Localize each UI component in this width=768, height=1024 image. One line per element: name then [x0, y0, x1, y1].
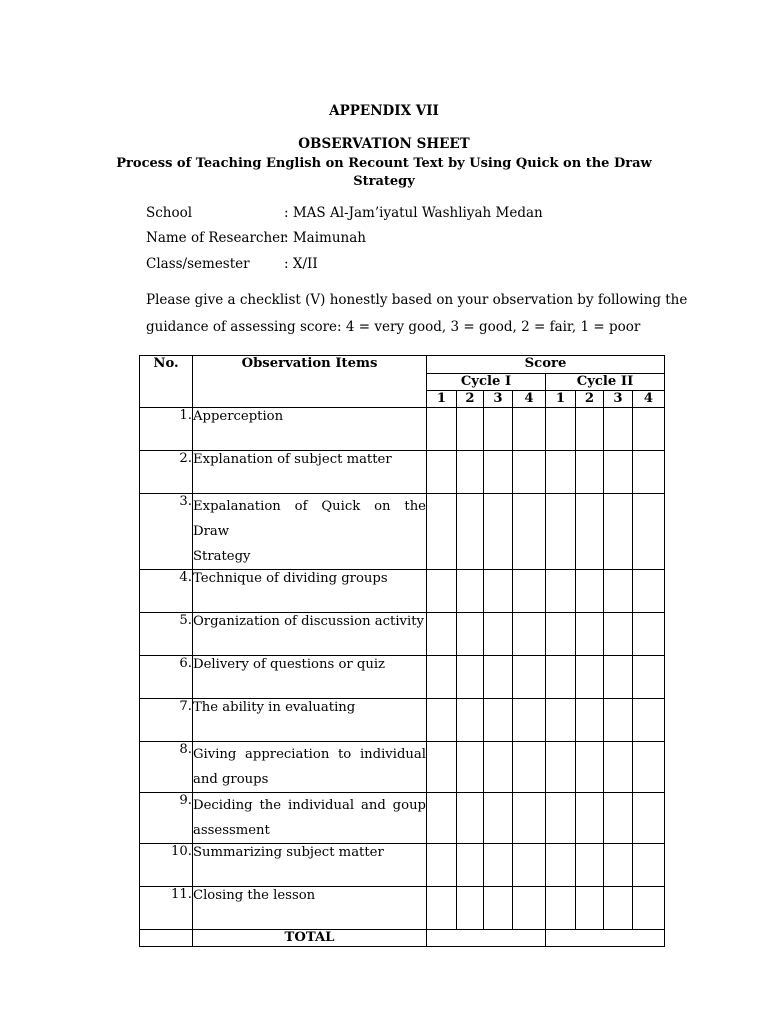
score-cell[interactable]: [457, 613, 484, 656]
header-cycle-2: Cycle II: [546, 374, 665, 391]
observation-item-line: Explanation of subject matter: [193, 452, 392, 467]
score-cell[interactable]: [576, 570, 604, 613]
score-cell[interactable]: [633, 844, 665, 887]
score-cell[interactable]: [427, 451, 457, 494]
score-cell[interactable]: [604, 613, 633, 656]
header-observation-items: Observation Items: [193, 356, 427, 408]
score-cell[interactable]: [633, 408, 665, 451]
header-no: No.: [140, 356, 193, 408]
info-school-value: : MAS Al-Jam’iyatul Washliyah Medan: [284, 205, 543, 221]
score-cell[interactable]: [604, 699, 633, 742]
score-cell[interactable]: [513, 699, 546, 742]
score-cell[interactable]: [604, 408, 633, 451]
score-cell[interactable]: [457, 408, 484, 451]
sheet-title: OBSERVATION SHEET: [298, 136, 470, 152]
score-cell[interactable]: [546, 699, 576, 742]
observation-item-line: Closing the lesson: [193, 888, 316, 903]
info-school-label: School: [146, 205, 193, 221]
instruction-line-1: Please give a checklist (V) honestly based on your observation by following the: [146, 292, 688, 308]
observation-item: [193, 656, 427, 699]
row-number: 11.: [140, 887, 193, 930]
score-cell[interactable]: [513, 408, 546, 451]
score-cell[interactable]: [546, 408, 576, 451]
score-cell[interactable]: [484, 699, 513, 742]
score-cell[interactable]: [633, 699, 665, 742]
score-cell[interactable]: [513, 656, 546, 699]
score-cell[interactable]: [484, 408, 513, 451]
score-cell[interactable]: [633, 742, 665, 793]
score-cell[interactable]: [576, 408, 604, 451]
observation-item: [193, 451, 427, 494]
info-researcher-value: : Maimunah: [284, 230, 366, 246]
score-cell[interactable]: [576, 613, 604, 656]
score-cell[interactable]: [484, 742, 513, 793]
score-cell[interactable]: [427, 844, 457, 887]
table-row: [140, 699, 665, 742]
score-cell[interactable]: [633, 570, 665, 613]
info-class-label: Class/semester: [146, 256, 250, 272]
score-col-c2-2: 2: [576, 391, 604, 408]
score-cell[interactable]: [484, 494, 513, 570]
score-cell[interactable]: [576, 793, 604, 844]
table-row: [140, 613, 665, 656]
score-cell[interactable]: [484, 613, 513, 656]
info-class-value: : X/II: [284, 256, 318, 272]
score-cell[interactable]: [513, 494, 546, 570]
score-cell[interactable]: [427, 613, 457, 656]
score-cell[interactable]: [604, 570, 633, 613]
observation-table: [139, 355, 665, 947]
score-cell[interactable]: [633, 793, 665, 844]
observation-item: [193, 570, 427, 613]
row-number: 3.: [140, 494, 193, 570]
observation-item-line: Giving appreciation to individual: [193, 747, 426, 762]
table-row: [140, 408, 665, 451]
row-number: 8.: [140, 742, 193, 793]
total-number-cell: [140, 930, 193, 947]
score-cell[interactable]: [604, 844, 633, 887]
observation-item: [193, 887, 427, 930]
score-cell[interactable]: [546, 742, 576, 793]
row-number: 1.: [140, 408, 193, 451]
score-cell[interactable]: [457, 570, 484, 613]
row-number: 6.: [140, 656, 193, 699]
score-cell[interactable]: [546, 451, 576, 494]
score-cell[interactable]: [484, 844, 513, 887]
observation-item-line: assessment: [193, 823, 270, 838]
score-cell[interactable]: [457, 451, 484, 494]
observation-item: [193, 494, 427, 570]
subtitle-line-2: Strategy: [353, 174, 415, 189]
score-cell[interactable]: [576, 844, 604, 887]
score-cell[interactable]: [457, 793, 484, 844]
score-col-c1-2: 2: [457, 391, 484, 408]
info-researcher-label: Name of Researcher: [146, 230, 287, 246]
score-cell[interactable]: [457, 742, 484, 793]
row-number: 7.: [140, 699, 193, 742]
table-row: [140, 656, 665, 699]
score-col-c2-3: 3: [604, 391, 633, 408]
score-cell[interactable]: [427, 494, 457, 570]
score-cell[interactable]: [576, 494, 604, 570]
score-cell[interactable]: [633, 494, 665, 570]
score-col-c2-1: 1: [546, 391, 576, 408]
instruction-line-2: guidance of assessing score: 4 = very good, 3 = good, 2 = fair, 1 = poor: [146, 319, 641, 335]
row-number: 9.: [140, 793, 193, 844]
observation-item-line: Expalanation of Quick on the Draw: [193, 499, 426, 539]
score-cell[interactable]: [427, 742, 457, 793]
subtitle-line-1: Process of Teaching English on Recount Text by Using Quick on the Draw: [116, 156, 652, 171]
table-row: [140, 887, 665, 930]
score-cell[interactable]: [457, 494, 484, 570]
score-cell[interactable]: [513, 742, 546, 793]
observation-item-line: Organization of discussion activity: [193, 614, 424, 629]
observation-item: [193, 742, 427, 793]
observation-item-line: Strategy: [193, 549, 251, 564]
appendix-title: APPENDIX VII: [329, 103, 439, 119]
observation-item-line: and groups: [193, 772, 269, 787]
table-row: [140, 570, 665, 613]
score-col-c1-3: 3: [484, 391, 513, 408]
observation-item-line: Technique of dividing groups: [193, 571, 388, 586]
score-cell[interactable]: [546, 613, 576, 656]
score-col-c1-4: 4: [513, 391, 546, 408]
score-cell[interactable]: [484, 887, 513, 930]
score-cell[interactable]: [604, 656, 633, 699]
score-cell[interactable]: [513, 887, 546, 930]
table-row: [140, 451, 665, 494]
score-cell[interactable]: [457, 844, 484, 887]
score-cell[interactable]: [604, 887, 633, 930]
observation-item: [193, 408, 427, 451]
observation-item: [193, 793, 427, 844]
observation-item-line: Apperception: [193, 409, 284, 424]
observation-item: [193, 844, 427, 887]
score-cell[interactable]: [513, 451, 546, 494]
total-row: [140, 930, 665, 947]
score-cell[interactable]: [513, 793, 546, 844]
score-cell[interactable]: [633, 451, 665, 494]
score-cell[interactable]: [484, 656, 513, 699]
score-cell[interactable]: [576, 699, 604, 742]
score-cell[interactable]: [546, 656, 576, 699]
score-cell[interactable]: [576, 887, 604, 930]
score-cell[interactable]: [484, 793, 513, 844]
score-cell[interactable]: [604, 494, 633, 570]
score-cell[interactable]: [633, 613, 665, 656]
row-number: 10.: [140, 844, 193, 887]
score-cell[interactable]: [633, 656, 665, 699]
score-cell[interactable]: [457, 656, 484, 699]
score-cell[interactable]: [633, 887, 665, 930]
score-cell[interactable]: [427, 408, 457, 451]
total-cycle-2-cell[interactable]: [546, 930, 665, 947]
total-label: TOTAL: [193, 930, 427, 947]
score-cell[interactable]: [546, 494, 576, 570]
table-row: [140, 844, 665, 887]
score-cell[interactable]: [546, 570, 576, 613]
row-number: 4.: [140, 570, 193, 613]
score-cell[interactable]: [576, 451, 604, 494]
score-col-c1-1: 1: [427, 391, 457, 408]
score-cell[interactable]: [484, 451, 513, 494]
score-cell[interactable]: [513, 613, 546, 656]
score-cell[interactable]: [457, 699, 484, 742]
score-cell[interactable]: [427, 699, 457, 742]
table-row: [140, 494, 665, 570]
score-cell[interactable]: [604, 793, 633, 844]
score-cell[interactable]: [427, 656, 457, 699]
row-number: 5.: [140, 613, 193, 656]
table-row: [140, 742, 665, 793]
header-score: Score: [427, 356, 665, 374]
score-cell[interactable]: [576, 742, 604, 793]
observation-item: [193, 699, 427, 742]
score-cell[interactable]: [576, 656, 604, 699]
observation-item-line: The ability in evaluating: [193, 700, 356, 715]
observation-item-line: Delivery of questions or quiz: [193, 657, 385, 672]
score-cell[interactable]: [427, 570, 457, 613]
total-cycle-1-cell[interactable]: [427, 930, 546, 947]
header-cycle-1: Cycle I: [427, 374, 546, 391]
row-number: 2.: [140, 451, 193, 494]
observation-item: [193, 613, 427, 656]
score-cell[interactable]: [546, 887, 576, 930]
score-cell[interactable]: [427, 887, 457, 930]
score-cell[interactable]: [546, 844, 576, 887]
score-col-c2-4: 4: [633, 391, 665, 408]
score-cell[interactable]: [513, 570, 546, 613]
score-cell[interactable]: [604, 451, 633, 494]
score-cell[interactable]: [513, 844, 546, 887]
score-cell[interactable]: [484, 570, 513, 613]
score-cell[interactable]: [604, 742, 633, 793]
observation-item-line: Summarizing subject matter: [193, 845, 384, 860]
observation-item-line: Deciding the individual and goup: [193, 798, 426, 813]
score-cell[interactable]: [427, 793, 457, 844]
table-row: [140, 793, 665, 844]
score-cell[interactable]: [546, 793, 576, 844]
score-cell[interactable]: [457, 887, 484, 930]
